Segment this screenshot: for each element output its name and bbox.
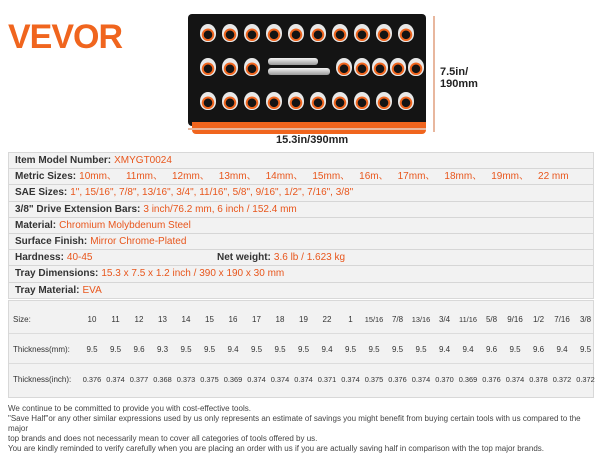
wrench-head-icon (200, 92, 216, 110)
table-divider (9, 363, 593, 364)
wrench-head-icon (310, 92, 326, 110)
brand-logo: VEVOR (8, 18, 123, 56)
wrench-head-icon (398, 24, 414, 42)
size-cell: 3/4 (438, 315, 451, 324)
thickness-mm-cell: 9.6 (485, 345, 498, 354)
thickness-mm-cell: 9.4 (227, 345, 239, 354)
metric-size-value: 19mm、 (491, 171, 530, 183)
wrench-head-icon (354, 58, 370, 76)
wrench-head-icon (244, 24, 260, 42)
size-row-label: Size: (13, 315, 31, 324)
height-dimension-line (433, 16, 435, 132)
size-cell: 15/16 (364, 315, 384, 324)
extension-bar-icon (268, 58, 318, 65)
material-value: Chromium Molybdenum Steel (59, 219, 191, 231)
tray-material-label: Tray Material: (15, 284, 80, 296)
hardness-value: 40-45 (66, 252, 93, 264)
size-cell: 1 (348, 315, 353, 324)
metric-size-value: 14mm、 (265, 171, 304, 183)
wrench-head-icon (200, 24, 216, 42)
sae-label: SAE Sizes: (15, 187, 68, 199)
size-cell: 1/2 (532, 315, 545, 324)
thickness-mm-cell: 9.5 (274, 345, 286, 354)
wrench-head-icon (376, 24, 392, 42)
wrench-head-icon (332, 92, 348, 110)
disclaimer-notes (8, 404, 598, 454)
size-cell: 7/16 (554, 315, 570, 324)
metric-size-value: 16m、 (359, 171, 389, 183)
size-cell: 22 (322, 315, 332, 324)
thickness-inch-cell: 0.370 (435, 375, 454, 384)
thickness-mm-cell: 9.5 (203, 345, 216, 354)
wrench-head-icon (354, 24, 370, 42)
model-value: XMYGT0024 (114, 155, 172, 166)
model-label: Item Model Number: (15, 155, 112, 166)
thickness-inch-cell: 0.375 (200, 375, 219, 384)
weight-label: Net weight: (217, 252, 271, 264)
thickness-mm-cell: 9.5 (579, 345, 592, 354)
wrench-head-icon (200, 58, 216, 76)
note-line: "Save Half"or any other similar expressions used by us only represents an estimate of savings you might benefit from buying certain tools with us compared to the major (8, 414, 581, 433)
width-dimension-line (188, 128, 426, 130)
thickness-mm-cell: 9.4 (462, 345, 474, 354)
extension-bar-icon (268, 68, 330, 75)
spec-row-hardness (9, 250, 593, 266)
thickness-inch-cell: 0.372 (576, 375, 595, 384)
size-cell: 5/8 (485, 315, 498, 324)
wrench-head-icon (372, 58, 388, 76)
tray-dimensions-value: 15.3 x 7.5 x 1.2 inch / 390 x 190 x 30 mm (101, 268, 285, 280)
wrench-head-icon (266, 92, 282, 110)
size-cell: 11/16 (459, 315, 477, 324)
size-cell: 18 (275, 315, 285, 324)
thickness-mm-cell: 9.5 (415, 345, 427, 354)
spec-row-model (9, 153, 593, 169)
size-cell: 13 (158, 315, 167, 324)
size-cell: 14 (181, 315, 191, 324)
weight-value: 3.6 lb / 1.623 kg (273, 252, 346, 264)
wrench-head-icon (222, 24, 238, 42)
size-cell: 17 (252, 315, 261, 324)
thickness-mm-cell: 9.5 (109, 345, 122, 354)
thickness-mm-cell: 9.5 (391, 345, 404, 354)
thickness-inch-cell: 0.369 (458, 375, 478, 384)
wrench-head-icon (244, 58, 260, 76)
metric-size-value: 11mm、 (125, 171, 163, 183)
thickness-mm-label: Thickness(mm): (13, 345, 70, 354)
wrench-head-icon (336, 58, 352, 76)
thickness-inch-cell: 0.374 (294, 375, 313, 384)
wrench-head-icon (244, 92, 260, 110)
sae-value: 1", 15/16", 7/8", 13/16", 3/4", 11/16", 5/8", 9/16", 1/2", 7/16", 3/8" (70, 187, 354, 199)
extension-value: 3 inch/76.2 mm, 6 inch / 152.4 mm (143, 203, 297, 215)
size-thickness-table (8, 300, 594, 398)
size-cell: 11 (111, 315, 120, 324)
thickness-inch-cell: 0.374 (341, 375, 360, 384)
thickness-inch-cell: 0.374 (247, 375, 266, 384)
thickness-inch-cell: 0.372 (552, 375, 572, 384)
note-line: You are kindly reminded to verify carefully when you are placing an order with us if you are actually saving half in comparison with the top major brands. (8, 444, 544, 453)
thickness-mm-cell: 9.6 (532, 345, 545, 354)
wrench-head-icon (376, 92, 392, 110)
finish-label: Surface Finish: (15, 235, 88, 247)
thickness-mm-cell: 9.5 (368, 345, 380, 354)
spec-row-tray-material (9, 283, 593, 298)
wrench-head-icon (390, 58, 406, 76)
thickness-inch-cell: 0.374 (411, 375, 431, 384)
size-cell: 12 (134, 315, 144, 324)
thickness-mm-cell: 9.5 (250, 345, 263, 354)
size-cell: 13/16 (411, 315, 431, 324)
height-dimension-label: 7.5in/ 190mm (440, 66, 478, 90)
size-cell: 15 (205, 315, 214, 324)
metric-size-value: 12mm、 (171, 171, 210, 183)
thickness-mm-cell: 9.4 (321, 345, 333, 354)
thickness-mm-cell: 9.5 (86, 345, 98, 354)
thickness-inch-cell: 0.375 (364, 375, 384, 384)
wrench-head-icon (266, 24, 282, 42)
thickness-inch-cell: 0.371 (317, 375, 337, 384)
metric-values (79, 171, 577, 182)
metric-size-value: 17mm、 (397, 171, 436, 183)
size-cell: 7/8 (391, 315, 404, 324)
thickness-inch-cell: 0.376 (388, 375, 407, 384)
metric-size-value: 10mm、 (79, 171, 117, 183)
thickness-inch-cell: 0.376 (482, 375, 501, 384)
size-cell: 3/8 (579, 315, 592, 324)
size-cell: 9/16 (507, 315, 523, 324)
thickness-mm-cell: 9.5 (344, 345, 357, 354)
metric-size-value: 13mm、 (218, 171, 257, 183)
spec-row-metric (9, 169, 593, 185)
wrench-head-icon (222, 58, 238, 76)
thickness-inch-cell: 0.378 (529, 375, 548, 384)
thickness-inch-cell: 0.374 (270, 375, 290, 384)
spec-table (8, 152, 594, 299)
note-line: We continue to be committed to provide you with cost-effective tools. (8, 404, 251, 413)
thickness-inch-cell: 0.374 (505, 375, 525, 384)
spec-row-finish (9, 234, 593, 250)
hardness-label: Hardness: (15, 252, 64, 264)
thickness-mm-cell: 9.4 (556, 345, 568, 354)
spec-row-tray-dimensions (9, 266, 593, 282)
thickness-inch-cell: 0.377 (129, 375, 149, 384)
size-cell: 10 (87, 315, 97, 324)
thickness-mm-cell: 9.5 (180, 345, 192, 354)
tray-dimensions-label: Tray Dimensions: (15, 268, 99, 280)
thickness-mm-cell: 9.6 (133, 345, 145, 354)
size-cell: 19 (299, 315, 308, 324)
thickness-mm-cell: 9.3 (156, 345, 169, 354)
wrench-head-icon (288, 24, 304, 42)
thickness-inch-cell: 0.368 (153, 375, 172, 384)
thickness-mm-cell: 9.5 (297, 345, 310, 354)
width-dimension-label: 15.3in/390mm (276, 134, 349, 146)
thickness-mm-cell: 9.4 (438, 345, 451, 354)
spec-row-material (9, 218, 593, 234)
material-label: Material: (15, 219, 57, 231)
thickness-inch-label: Thickness(inch): (13, 375, 72, 384)
wrench-head-icon (398, 92, 414, 110)
wrench-head-icon (408, 58, 424, 76)
thickness-inch-cell: 0.376 (82, 375, 102, 384)
wrench-head-icon (332, 24, 348, 42)
tray-material-value: EVA (82, 284, 102, 296)
wrench-head-icon (310, 24, 326, 42)
spec-row-sae (9, 185, 593, 201)
wrench-head-icon (222, 92, 238, 110)
metric-size-value: 15mm、 (312, 171, 351, 183)
wrench-head-icon (354, 92, 370, 110)
metric-size-value: 22 mm (538, 171, 569, 183)
thickness-inch-cell: 0.373 (176, 375, 196, 384)
thickness-mm-cell: 9.5 (509, 345, 521, 354)
spec-row-extension (9, 202, 593, 218)
extension-label: 3/8" Drive Extension Bars: (15, 203, 141, 215)
product-tray-image (188, 14, 426, 134)
metric-label: Metric Sizes: (15, 171, 77, 183)
thickness-inch-cell: 0.374 (106, 375, 125, 384)
size-cell: 16 (228, 315, 238, 324)
table-divider (9, 333, 593, 334)
wrench-head-icon (288, 92, 304, 110)
thickness-inch-cell: 0.369 (223, 375, 243, 384)
finish-value: Mirror Chrome-Plated (90, 235, 187, 247)
note-line: top brands and does not necessarily mean to cover all categories of tools offered by us. (8, 434, 318, 443)
metric-size-value: 18mm、 (444, 171, 483, 183)
